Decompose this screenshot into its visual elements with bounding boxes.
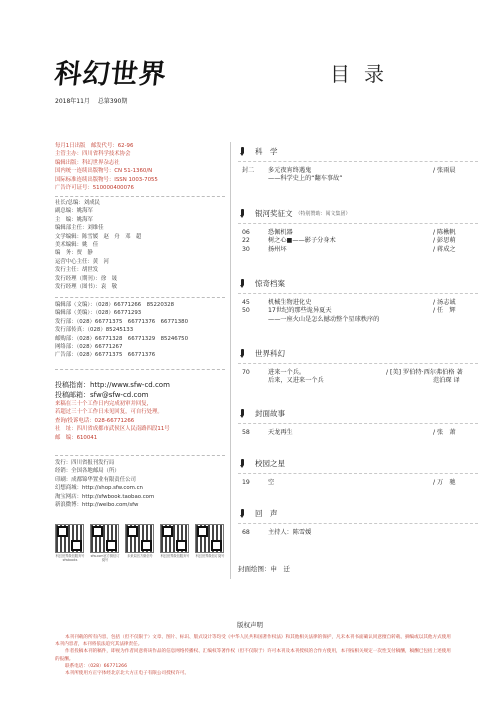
section-science	[238, 146, 456, 184]
divider	[238, 161, 478, 162]
page-number: 58	[242, 429, 250, 436]
entry-title: 进来一个兵。	[268, 369, 306, 376]
section-header	[238, 146, 438, 157]
section-title: 回 声	[255, 509, 278, 518]
page-number: 22	[242, 237, 250, 245]
copyright-notice	[55, 634, 455, 677]
entry-subtitle: ——科学史上的“翻车事故”	[268, 175, 343, 183]
staff-line: 文学编辑：陈雪媛 赵 舟 邓 超	[55, 233, 142, 240]
submission-email-link[interactable]: 投稿邮箱：sfw@sfw-cd.com	[55, 391, 149, 399]
publication-info	[55, 142, 225, 192]
contact-line: 广告部：（028）66771375 66771376	[55, 352, 156, 359]
toc-entry[interactable]	[238, 429, 456, 437]
staff-line: 编辑部主任：刘维佳	[55, 225, 104, 232]
section-title: 校园之星	[255, 459, 285, 468]
contact-line: 发行部：（028）66771375 66771376 66771380	[55, 318, 189, 325]
qr-caption: sfw.com官方微信订阅号	[90, 554, 120, 562]
note-line: 来稿在三十个工作日内完成初审并回复，	[55, 401, 153, 407]
qr-code-row	[55, 524, 225, 562]
page-number: 06	[242, 229, 250, 236]
divider	[238, 223, 478, 224]
note-line: 查询/投诉电话：028-66771266	[55, 417, 135, 424]
contact-line: 邮购部：（028）66771328 66771329 85246750	[55, 335, 189, 342]
entry-author: / [美] 罗伯特·西尔弗伯格 著	[386, 369, 463, 376]
info-line: 编辑出版：科幻世界杂志社	[55, 159, 120, 166]
entry-author: / 汤志诚	[433, 299, 456, 306]
entry-author: / 蒋成之	[433, 245, 456, 253]
section-header	[238, 508, 438, 519]
staff-line: 社长/总编：刘成民	[55, 200, 100, 206]
qr-code-image	[195, 524, 224, 553]
info-line: 主管主办：四川省科学技术协会	[55, 151, 131, 158]
divider	[238, 523, 478, 524]
toc-entry[interactable]	[238, 237, 456, 245]
qr-code	[55, 524, 85, 562]
section-header	[238, 458, 438, 469]
contact-line: 发行部传真：（028）85245133	[55, 327, 134, 334]
contact-line: 编辑部（文编）：（028）66771266 85220328	[55, 302, 175, 308]
section-header	[238, 408, 438, 419]
shop-link[interactable]: 幻想商城：http://shop.sfw.com.cn	[55, 485, 143, 492]
section-title: 惊奇档案	[255, 279, 285, 288]
entry-title: 树之心■——影子分身术	[268, 237, 336, 245]
entry-title: 主持人：陈雪媛	[268, 529, 312, 536]
section-title: 世界科幻	[255, 349, 285, 358]
section-title: 科 学	[255, 147, 278, 156]
page-number: 70	[242, 369, 250, 376]
submission-info	[55, 380, 225, 442]
issue-number: 总第390期	[97, 98, 128, 105]
staff-line: 发行经理（期刊）：徐 晟	[55, 275, 117, 282]
section-header	[238, 208, 438, 219]
entry-subtitle: 后来，又进来一个兵	[268, 377, 324, 385]
qr-caption: 未来局官方微信号	[127, 554, 153, 558]
distribution-line: 发行：四川省报刊发行局	[55, 460, 115, 466]
pen-nib-icon	[238, 459, 247, 468]
pen-nib-icon	[238, 147, 247, 156]
staff-line: 发行经理（图书）：袁 敬	[55, 284, 117, 291]
section-campus-star	[238, 458, 456, 487]
copyright-paragraph: 联系电话：（028）66771266	[65, 663, 128, 669]
toc-entry-subtitle	[238, 377, 460, 385]
issue-info	[55, 96, 135, 105]
section-world-scifi	[238, 348, 463, 386]
qr-code	[195, 524, 225, 562]
info-line: 国内统一连续出版物号：CN 51-1360/N	[55, 168, 153, 175]
divider	[238, 423, 478, 424]
staff-line: 编 务：贾 静	[55, 250, 93, 257]
copyright-title: 版权声明	[237, 621, 263, 629]
pen-nib-icon	[238, 409, 247, 418]
submission-site-link[interactable]: 投稿指南：http://www.sfw-cd.com	[55, 381, 170, 389]
pen-nib-icon	[238, 209, 247, 218]
taobao-link[interactable]: 淘宝网店：http://sfwbook.taobao.com	[55, 493, 155, 500]
info-line: 广告许可证号：510000400076	[55, 185, 134, 192]
qr-caption: 科幻世界微信服务号 sfwbooks	[55, 554, 85, 562]
qr-caption: 科幻世界微信服务号	[160, 554, 190, 558]
section-galaxy-award	[238, 208, 456, 254]
entry-author: / 彭思萌	[433, 237, 456, 245]
entry-title: 天龙再生	[268, 429, 293, 436]
entry-title: 多元夜宵终遇鬼	[268, 167, 312, 174]
divider	[238, 473, 478, 474]
issue-date: 2018年11月	[55, 98, 90, 105]
page-number: 30	[242, 245, 250, 253]
entry-title: 17世纪的那些诡异夏天	[268, 307, 332, 315]
toc-entry[interactable]	[238, 245, 456, 254]
qr-code-image	[55, 524, 84, 553]
entry-title: 恐佩机器	[268, 229, 293, 236]
note-line: 若超过三十个工作日未见回复，可自行处理。	[55, 409, 163, 416]
staff-line: 运营中心主任：黄 河	[55, 258, 109, 265]
pen-nib-icon	[238, 509, 247, 518]
section-subtitle: （特别赞助：阅文集团）	[295, 211, 351, 217]
section-header	[238, 278, 438, 289]
divider	[55, 196, 225, 197]
section-echo	[238, 508, 438, 537]
page-number: 45	[242, 299, 250, 306]
page-number: 50	[242, 307, 250, 315]
page-title: 目录	[330, 62, 398, 86]
section-title: 银河奖征文	[255, 209, 293, 218]
qr-code	[125, 524, 155, 562]
divider	[55, 297, 225, 298]
qr-code	[90, 524, 120, 562]
divider	[238, 363, 478, 364]
entry-title: 扬州坏	[268, 245, 287, 253]
toc-entry-subtitle	[238, 316, 438, 324]
note-line: 社 址：四川省成都市武侯区人民南路四段11号	[55, 426, 170, 433]
info-line: 国际标准连续出版物号：ISSN 1003-7055	[55, 176, 158, 183]
info-line: 每月1日出版 邮发代号：62-96	[55, 143, 134, 149]
distribution-line: 经销：全国各地邮局（所）	[55, 468, 120, 475]
staff-line: 主 编：姚海军	[55, 216, 93, 223]
entry-author: / 陈楸帆	[433, 229, 456, 236]
column-divider	[230, 142, 231, 579]
magazine-logo: 科幻世界	[53, 59, 169, 90]
qr-code	[160, 524, 190, 562]
weibo-link[interactable]: 新浪微博：http://weibo.com/sfw	[55, 502, 139, 509]
contact-line: 编辑部（美编）：（028）66771293	[55, 310, 142, 317]
toc-entry-subtitle	[238, 175, 438, 183]
copyright-paragraph: 本刊刊载的所有内容，包括（但不仅限于）文章、图片、标识、版式设计等均受《中华人民共和国著作权法》和其他相关法律的保护，凡未本刊书面确认同意擅自转载、摘编或以其他方式使用本刊内容者，本刊将依法追究其法律责任。	[55, 635, 451, 648]
qr-code-image	[90, 524, 119, 553]
page-number: 封二	[242, 167, 255, 174]
divider	[55, 369, 225, 370]
entry-author: / 张 萧	[433, 429, 456, 436]
entry-title: 机械生物进化史	[268, 299, 312, 306]
note-line: 邮 编：610041	[55, 434, 98, 441]
pen-nib-icon	[238, 349, 247, 358]
distribution-list	[55, 459, 225, 509]
section-title: 封面故事	[255, 409, 285, 418]
contact-line: 网络部：（028）66771267	[55, 344, 123, 351]
staff-list	[55, 199, 225, 291]
toc-entry[interactable]	[238, 529, 438, 537]
section-cover-story	[238, 408, 456, 437]
qr-code-image	[125, 524, 154, 553]
divider	[238, 293, 478, 294]
distribution-line: 印刷：成都锦华置业有限责任公司	[55, 476, 136, 483]
toc-entry[interactable]	[238, 479, 456, 487]
pen-nib-icon	[238, 279, 247, 288]
staff-line: 发行主任：胡世发	[55, 267, 99, 274]
qr-code-image	[160, 524, 189, 553]
divider	[55, 455, 225, 456]
contact-list	[55, 301, 225, 360]
entry-author: / 任 辉	[433, 307, 456, 315]
cover-art-credit: 封面绘图：申 迁	[238, 565, 290, 573]
entry-subtitle: ——一座火山是怎么撼动整个星球秩序的	[268, 315, 380, 323]
page-number: 68	[242, 529, 250, 536]
section-header	[238, 348, 438, 359]
page-number: 19	[242, 479, 250, 486]
copyright-paragraph: 作者投稿本刊的稿件，即视为作者同意将该作品的信息网络传播权、汇编权等著作权（但不仅限于）许可本刊及本刊授权的合作方使用，本刊按相关规定一次性支付稿酬，稿酬已包括上述使用的报酬。	[55, 649, 451, 662]
toc-entry[interactable]	[238, 307, 456, 315]
staff-line: 副总编：姚海军	[55, 208, 93, 215]
staff-line: 美术编辑：姚 佳	[55, 242, 99, 249]
copyright-paragraph: 本刊所使用方正字体经北京北大方正电子有限公司授权许可。	[65, 671, 190, 677]
entry-title: 空	[268, 479, 275, 486]
entry-translator: 范泊琛 译	[433, 377, 460, 385]
section-wonder-files	[238, 278, 456, 324]
qr-caption: 科幻世界微信订阅号	[195, 554, 225, 558]
entry-author: / 张雨晨	[433, 167, 456, 174]
entry-author: / 万 驰	[433, 479, 456, 486]
